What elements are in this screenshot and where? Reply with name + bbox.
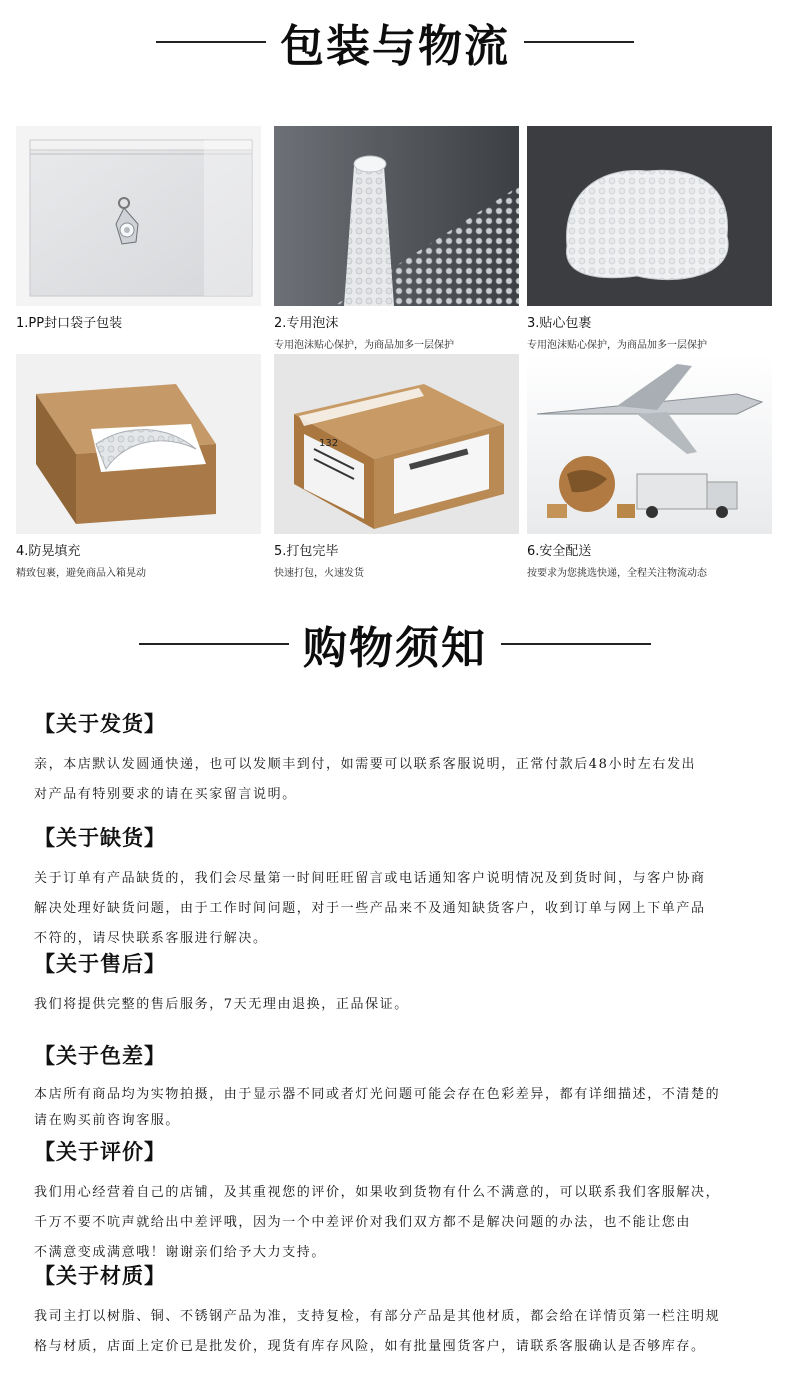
step-2-caption: 2.专用泡沫 <box>274 316 339 331</box>
notice-line: 不符的，请尽快联系客服进行解决。 <box>34 931 268 946</box>
notice-review <box>34 1136 774 1268</box>
notice-line: 千万不要不吭声就给出中差评哦，因为一个中差评价对我们双方都不是解决问题的办法，也不能让您由 <box>34 1215 692 1230</box>
notice-line: 我们将提供完整的售后服务，7天无理由退换，正品保证。 <box>34 997 409 1012</box>
notice-line: 我们用心经营着自己的店铺，及其重视您的评价，如果收到货物有什么不满意的，可以联系我们客服解决， <box>34 1185 721 1200</box>
notice-line: 亲，本店默认发圆通快递，也可以发顺丰到付，如需要可以联系客服说明，正常付款后48小时左右发出 <box>34 757 697 772</box>
notice-line: 对产品有特别要求的请在买家留言说明。 <box>34 787 297 802</box>
notice-material <box>34 1260 774 1362</box>
packaging-header <box>0 12 790 72</box>
notice-heading: 【关于发货】 <box>34 712 166 736</box>
notice-line: 不满意变成满意哦！谢谢亲们给予大力支持。 <box>34 1245 327 1260</box>
foam-roll-photo <box>274 126 519 306</box>
notice-text <box>34 1302 774 1362</box>
notice-text <box>34 1082 774 1134</box>
notice-line: 请在购买前咨询客服。 <box>34 1113 181 1128</box>
step-3-caption: 3.贴心包裹 <box>527 316 592 331</box>
header-line-left <box>139 643 289 645</box>
notice-heading: 【关于缺货】 <box>34 826 166 850</box>
step-6-subcaption: 按要求为您挑选快递，全程关注物流动态 <box>527 568 707 579</box>
step-1-caption: 1.PP封口袋子包装 <box>16 316 123 331</box>
notice-text <box>34 990 774 1020</box>
shipping-photo <box>527 354 772 534</box>
notice-text <box>34 1178 774 1268</box>
notice-header <box>0 614 790 674</box>
step-3-subcaption: 专用泡沫贴心保护，为商品加多一层保护 <box>527 340 707 351</box>
wrapped-package-photo <box>527 126 772 306</box>
notice-color <box>34 1040 774 1134</box>
header-line-left <box>156 41 266 43</box>
notice-line: 格与材质，店面上定价已是批发价，现货有库存风险，如有批量囤货客户，请联系客服确认是否够库存。 <box>34 1339 706 1354</box>
packaging-step-1 <box>16 126 261 331</box>
notice-shipping <box>34 708 774 810</box>
notice-heading: 【关于材质】 <box>34 1264 166 1288</box>
notice-aftersale <box>34 948 774 1020</box>
step-5-caption: 5.打包完毕 <box>274 544 339 559</box>
packaging-step-6 <box>527 354 772 579</box>
packed-box-photo <box>274 354 519 534</box>
notice-heading: 【关于色差】 <box>34 1044 166 1068</box>
packaging-step-2 <box>274 126 519 351</box>
notice-title: 购物须知 <box>303 623 487 674</box>
notice-heading: 【关于售后】 <box>34 952 166 976</box>
box-label: 132 <box>319 438 339 449</box>
notice-text <box>34 750 774 810</box>
box-fill-photo <box>16 354 261 534</box>
notice-text <box>34 864 774 954</box>
packaging-title: 包装与物流 <box>280 21 510 72</box>
pp-bag-photo <box>16 126 261 306</box>
packaging-step-4 <box>16 354 261 579</box>
packaging-step-5 <box>274 354 519 579</box>
step-6-caption: 6.安全配送 <box>527 544 592 559</box>
header-line-right <box>501 643 651 645</box>
step-5-subcaption: 快速打包，火速发货 <box>274 568 364 579</box>
packaging-step-3 <box>527 126 772 351</box>
notice-line: 关于订单有产品缺货的，我们会尽量第一时间旺旺留言或电话通知客户说明情况及到货时间，与客户协商 <box>34 871 706 886</box>
step-4-caption: 4.防晃填充 <box>16 544 81 559</box>
header-line-right <box>524 41 634 43</box>
step-2-subcaption: 专用泡沫贴心保护，为商品加多一层保护 <box>274 340 454 351</box>
notice-line: 解决处理好缺货问题，由于工作时间问题，对于一些产品来不及通知缺货客户，收到订单与网上下单产品 <box>34 901 706 916</box>
notice-stockout <box>34 822 774 954</box>
notice-heading: 【关于评价】 <box>34 1140 166 1164</box>
notice-line: 本店所有商品均为实物拍摄，由于显示器不同或者灯光问题可能会存在色彩差异，都有详细描述，不清楚的 <box>34 1087 721 1102</box>
notice-line: 我司主打以树脂、铜、不锈钢产品为准，支持复检，有部分产品是其他材质，都会给在详情页第一栏注明规 <box>34 1309 721 1324</box>
step-4-subcaption: 精致包裹，避免商品入箱晃动 <box>16 568 146 579</box>
